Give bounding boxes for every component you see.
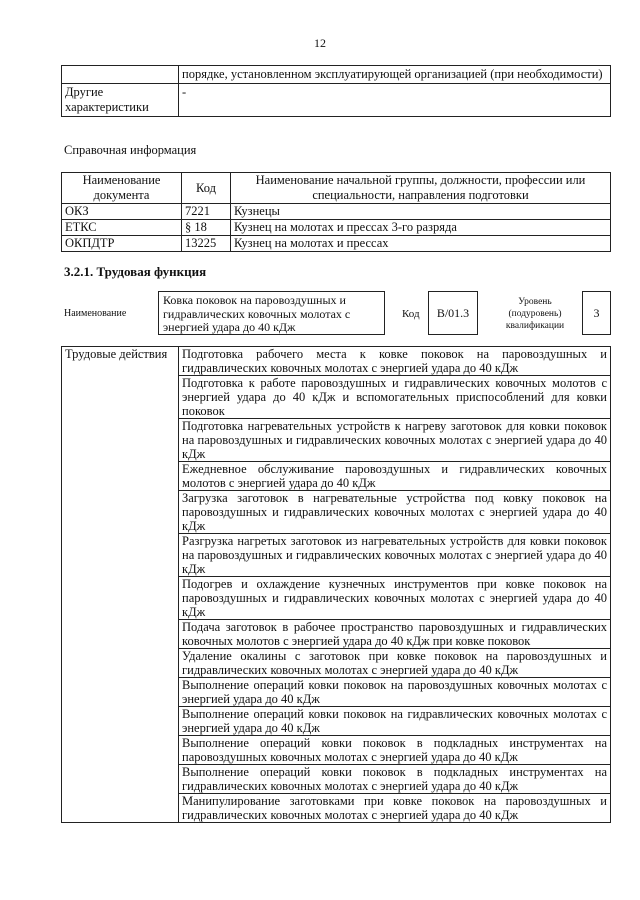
characteristics-table (61, 65, 611, 117)
labor-actions-label: Трудовые действия (62, 347, 179, 823)
qualification-level-box: 3 (582, 291, 611, 335)
labor-action-item: Загрузка заготовок в нагревательные устройства под ковку поковок на паровоздушных и гидравлических ковочных молотах с энергией удара до 40 кДж (179, 491, 611, 534)
function-code-label: Код (402, 308, 420, 320)
table-row (62, 204, 611, 220)
reference-table (61, 172, 611, 252)
reference-section-title: Справочная информация (64, 143, 197, 157)
labor-action-item: Подготовка к работе паровоздушных и гидравлических ковочных молотов с энергией удара до 40 кДж и вспомогательных приспособлений для ковки поковок (179, 376, 611, 419)
labor-action-item: Удаление окалины с заготовок при ковке поковок на паровоздушных и гидравлических ковочных молотах с энергией удара до 40 кДж (179, 649, 611, 678)
labor-action-item: Манипулирование заготовками при ковке поковок на паровоздушных и гидравлических ковочных молотах с энергией удара до 40 кДж (179, 794, 611, 823)
table-row (62, 220, 611, 236)
labor-action-item: Выполнение операций ковки поковок в подкладных инструментах на гидравлических ковочных молотах с энергией удара до 40 кДж (179, 765, 611, 794)
qualification-level-label: Уровень (подуровень) квалификации (505, 297, 565, 331)
labor-action-item: Выполнение операций ковки поковок в подкладных инструментах на паровоздушных ковочных молотах с энергией удара до 40 кДж (179, 736, 611, 765)
table-row (62, 347, 611, 376)
function-code-box: В/01.3 (428, 291, 478, 335)
labor-actions-table (61, 346, 611, 823)
table-cell: Кузнец на молотах и прессах 3-го разряда (231, 220, 611, 236)
table-row (62, 66, 611, 84)
labor-action-item: Ежедневное обслуживание паровоздушных и гидравлических ковочных молотов с энергией удара до 40 кДж (179, 462, 611, 491)
row-label: Другие характеристики (62, 84, 179, 117)
table-cell: 13225 (182, 236, 231, 252)
row-value: порядке, установленном эксплуатирующей организацией (при необходимости) (179, 66, 611, 84)
function-name-box: Ковка поковок на паровоздушных и гидравлических ковочных молотах с энергией удара до 40 кДж (158, 291, 385, 335)
labor-action-item: Подогрев и охлаждение кузнечных инструментов при ковке поковок на паровоздушных и гидравлических ковочных молотах с энергией удара до 40 кДж (179, 577, 611, 620)
table-cell: ОКПДТР (62, 236, 182, 252)
table-row (62, 84, 611, 117)
row-label (62, 66, 179, 84)
labor-action-item: Выполнение операций ковки поковок на паровоздушных ковочных молотах с энергией удара до 40 кДж (179, 678, 611, 707)
table-cell: ЕТКС (62, 220, 182, 236)
labor-action-item: Разгрузка нагретых заготовок из нагревательных устройств для ковки поковок на паровоздушных и гидравлических ковочных молотах с энергией удара до 40 кДж (179, 534, 611, 577)
function-title: 3.2.1. Трудовая функция (64, 264, 207, 279)
labor-action-item: Подготовка нагревательных устройств к нагреву заготовок для ковки поковок на паровоздушных и гидравлических ковочных молотах с энергией удара до 40 кДж (179, 419, 611, 462)
row-value: - (179, 84, 611, 117)
table-cell: Кузнецы (231, 204, 611, 220)
column-header: Наименование документа (62, 173, 182, 204)
table-row (62, 236, 611, 252)
column-header: Наименование начальной группы, должности, профессии или специальности, направления подготовки (231, 173, 611, 204)
page-number: 12 (314, 36, 326, 50)
column-header: Код (182, 173, 231, 204)
table-cell: Кузнец на молотах и прессах (231, 236, 611, 252)
table-cell: 7221 (182, 204, 231, 220)
labor-action-item: Подача заготовок в рабочее пространство паровоздушных и гидравлических ковочных молотов с энергией удара до 40 кДж при ковке поковок (179, 620, 611, 649)
labor-action-item: Подготовка рабочего места к ковке поковок на паровоздушных и гидравлических ковочных молотах с энергией удара до 40 кДж (179, 347, 611, 376)
labor-action-item: Выполнение операций ковки поковок на гидравлических ковочных молотах с энергией удара до 40 кДж (179, 707, 611, 736)
function-name-label: Наименование (64, 308, 127, 319)
table-cell: § 18 (182, 220, 231, 236)
table-header-row (62, 173, 611, 204)
table-cell: ОКЗ (62, 204, 182, 220)
